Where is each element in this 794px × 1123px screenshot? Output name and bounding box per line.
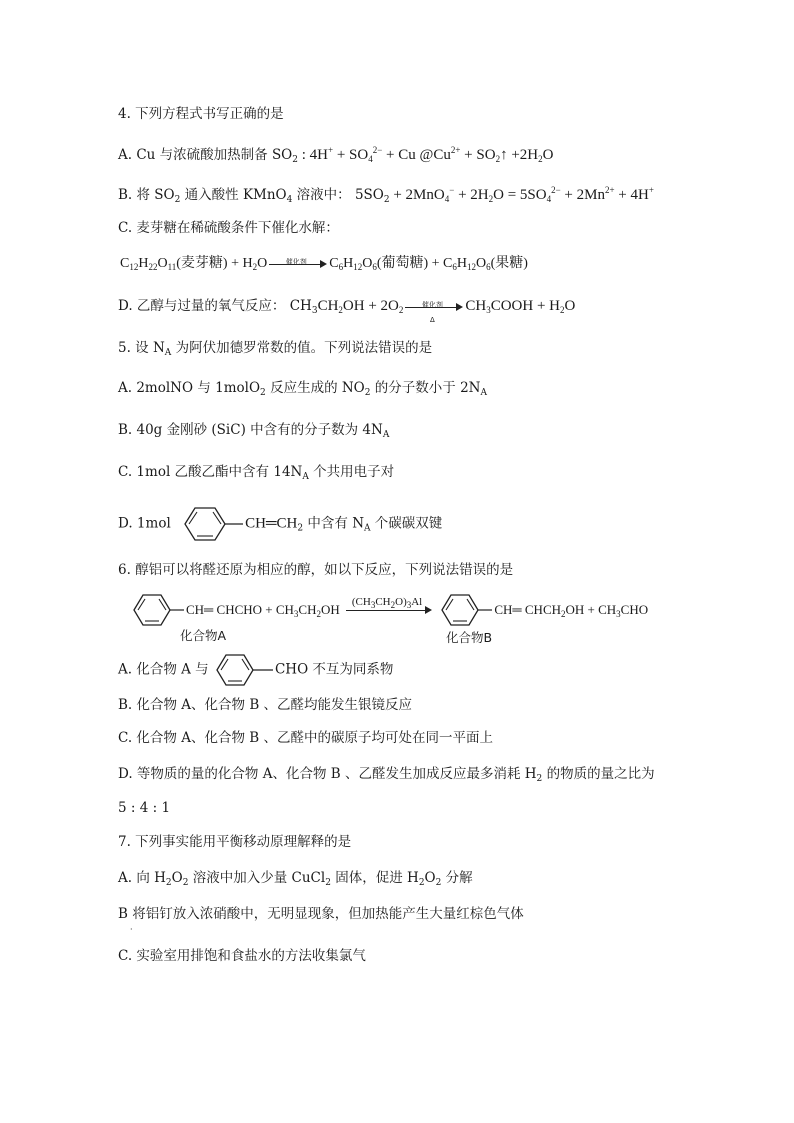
q4-stem: 4. 下列方程式书写正确的是 [118,106,284,122]
catalyst-arrow: 催化剂 [269,258,327,270]
q7-option-b: B 将铝钉放入浓硝酸中，无明显现象，但加热能产生大量红棕色气体 [118,906,524,922]
q4-option-a: A. Cu 与浓硫酸加热制备 $SO_2$ : $4H^+ + SO_4^{2-} + Cu$ $@Cu^{2+}$ + $SO_2↑ +2H_2O$ [118,145,554,165]
q5-stem: 5. 设 $N_A$ 为阿伏加德罗常数的值。下列说法错误的是 [118,340,433,358]
benzene-ring-icon [130,592,186,628]
q4-option-c: C. 麦芽糖在稀硫酸条件下催化水解： [118,220,339,236]
q5-option-d: D. 1mol $CH═CH_2$ 中含有 $N_A$ 个碳碳双键 [118,504,442,544]
q7-option-c: C. 实验室用排饱和食盐水的方法收集氯气 [118,948,366,964]
q5-option-a: A. 2molNO 与 1molO$_2$ 反应生成的 $NO_2$ 的分子数小于 $2N_A$ [118,380,487,398]
q4-option-c-equation: $C_{12}H_{22}O_{11}$(麦芽糖) + $H_2O$ 催化剂 $C_6H_{12}O_6$(葡萄糖) + $C_6H_{12}O_6$(果糖) [120,256,528,272]
benzene-ring-icon [175,504,245,544]
q7-option-a: A. 向 $H_2O_2$ 溶液中加入少量 CuCl$_2$ 固体，促进 $H_2O_2$ 分解 [118,870,473,888]
q6-option-b: B. 化合物 A、化合物 B 、乙醛均能发生银镜反应 [118,697,413,713]
benzene-ring-icon [438,592,494,628]
catalyst-heat-arrow: 催化剂 Δ [405,301,463,313]
q6-reaction: CH═ CHCHO + $CH_3CH_2OH$ $(CH_3CH_2O)_3Al$ CH═ $CHCH_2OH + CH_3CHO$ [130,592,648,632]
q7-stem: 7. 下列事实能用平衡移动原理解释的是 [118,834,352,850]
q6-option-c: C. 化合物 A、化合物 B 、乙醛中的碳原子均可处在同一平面上 [118,730,493,746]
compound-a-label: 化合物A [180,628,227,643]
q5-option-b: B. 40g 金刚砂 (SiC) 中含有的分子数为 $4N_A$ [118,422,390,440]
q6-option-d-ratio: 5 : 4 : 1 [118,800,171,816]
q6-option-a: A. 化合物 A 与 CHO 不互为同系物 [118,652,393,688]
benzene-ring-icon [213,652,275,688]
q6-option-d: D. 等物质的量的化合物 A、化合物 B 、乙醛发生加成反应最多消耗 $H_2$ 的物质的量之比为 [118,766,655,784]
reagent-arrow: $(CH_3CH_2O)_3Al$ [346,604,432,616]
q4-option-d: D. 乙醇与过量的氧气反应： $CH_3CH_2OH + 2O_2$ 催化剂 Δ $CH_3COOH + H_2O$ [118,298,576,324]
q6-stem: 6. 醇铝可以将醛还原为相应的醇，如以下反应，下列说法错误的是 [118,562,514,578]
q4-option-b: B. 将 $SO_2$ 通入酸性 KMnO$_4$ 溶液中： $5SO_2 + 2MnO_4^- + 2H_2O = 5SO_4^{2-} + 2Mn^{2+} + 4H^+$ [118,185,654,205]
q5-option-c: C. 1mol 乙酸乙酯中含有 $14N_A$ 个共用电子对 [118,464,395,482]
compound-b-label: 化合物B [446,630,493,645]
stray-dot: · [130,925,133,934]
